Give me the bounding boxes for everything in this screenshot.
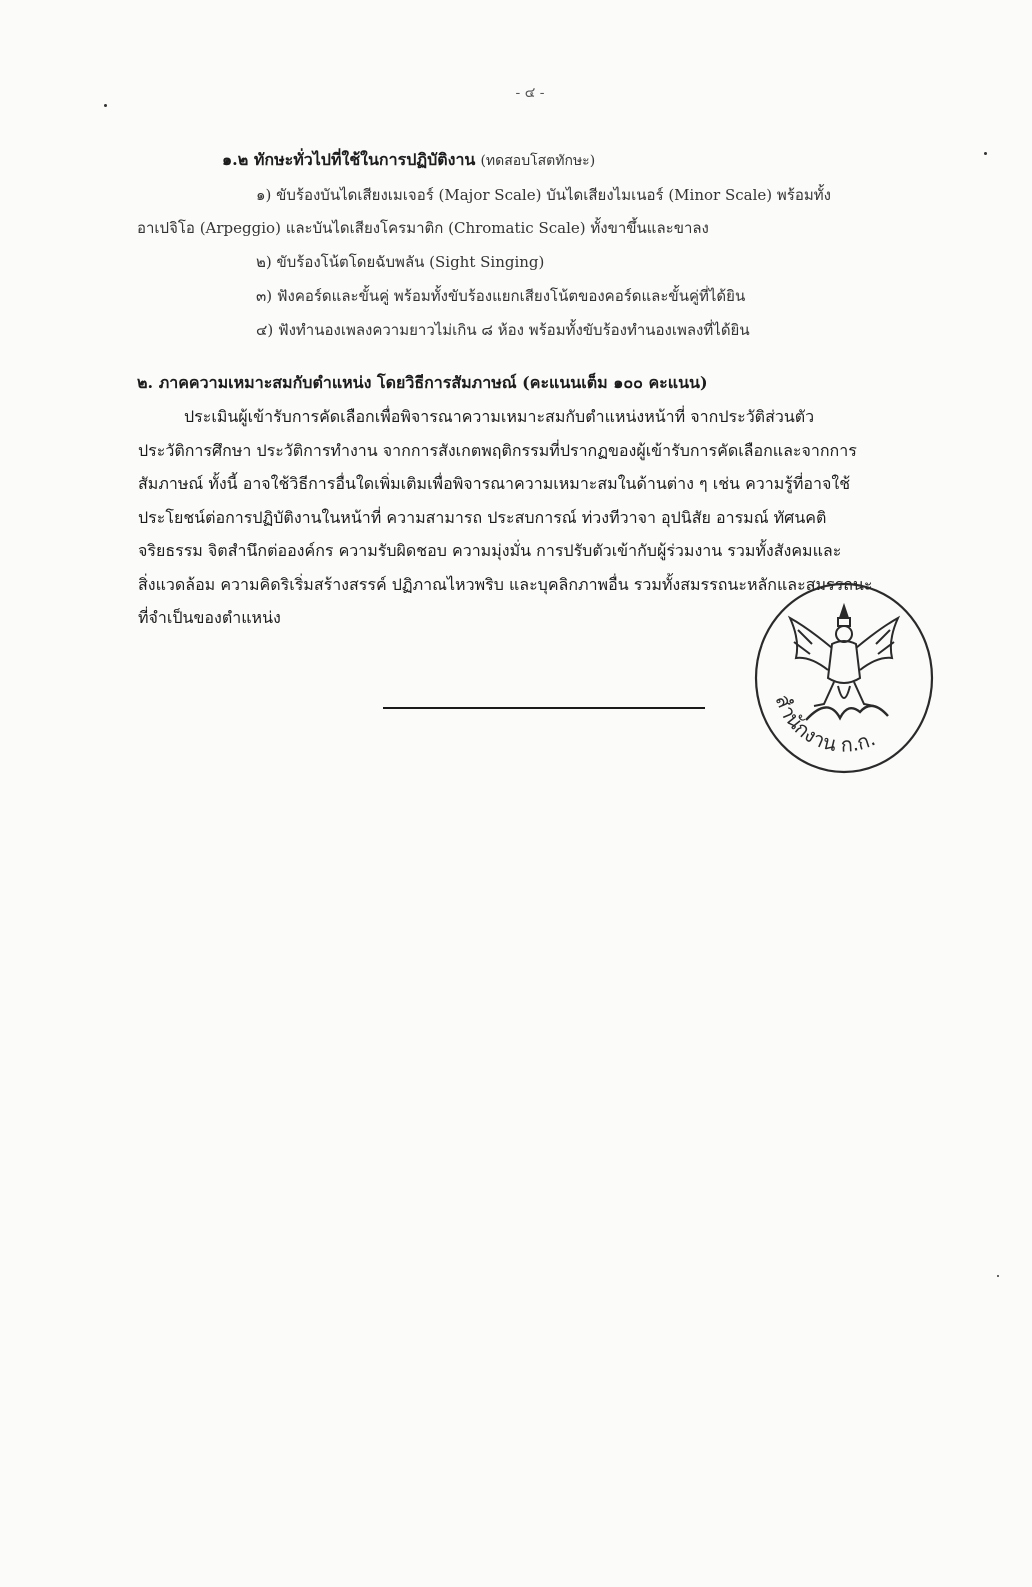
section-1-2-heading-note: (ทดสอบโสตทักษะ) [480, 153, 596, 169]
paragraph-line: สัมภาษณ์ ทั้งนี้ อาจใช้วิธีการอื่นใดเพิ่มเติมเพื่อพิจารณาความเหมาะสมในด้านต่าง ๆ เช่น ความรู้ที่อาจใช้ [138, 474, 851, 493]
paragraph-line: ที่จำเป็นของตำแหน่ง [138, 608, 281, 627]
section-1-2-item-2: ๒) ขับร้องโน้ตโดยฉับพลัน (Sight Singing) [256, 253, 545, 271]
section-1-2-item-3: ๓) ฟังคอร์ดและขั้นคู่ พร้อมทั้งขับร้องแยกเสียงโน้ตของคอร์ดและขั้นคู่ที่ได้ยิน [256, 287, 746, 305]
section-2-heading: ๒. ภาคความเหมาะสมกับตำแหน่ง โดยวิธีการสัมภาษณ์ (คะแนนเต็ม ๑๐๐ คะแนน) [137, 373, 708, 392]
garuda-seal-stamp [748, 578, 940, 778]
paragraph-line: ประโยชน์ต่อการปฏิบัติงานในหน้าที่ ความสามารถ ประสบการณ์ ท่วงทีวาจา อุปนิสัย อารมณ์ ทัศนคติ [138, 507, 827, 527]
section-1-2-heading-row [222, 150, 595, 171]
paragraph-line: จริยธรรม จิตสำนึกต่อองค์กร ความรับผิดชอบ ความมุ่งมั่น การปรับตัวเข้ากับผู้ร่วมงาน รวมทั้งสังคมและ [138, 541, 842, 560]
signature-mark [806, 706, 888, 720]
section-1-2-item-1-continued: อาเปจิโอ (Arpeggio) และบันไดเสียงโครมาติก (Chromatic Scale) ทั้งขาขึ้นและขาลง [137, 219, 709, 237]
scan-speck [104, 104, 107, 107]
section-1-2-item-4: ๔) ฟังทำนองเพลงความยาวไม่เกิน ๘ ห้อง พร้อมทั้งขับร้องทำนองเพลงที่ได้ยิน [256, 321, 750, 339]
scan-speck [997, 1275, 999, 1277]
garuda-icon [790, 606, 898, 706]
paragraph-line: ประเมินผู้เข้ารับการคัดเลือกเพื่อพิจารณาความเหมาะสมกับตำแหน่งหน้าที่ จากประวัติส่วนตัว [184, 407, 815, 426]
scan-speck [984, 152, 987, 155]
closing-rule [383, 707, 705, 709]
page-number: - ๔ - [515, 85, 545, 101]
seal-text: สำนักงาน ก.ก. [770, 690, 879, 757]
section-1-2-item-1: ๑) ขับร้องบันไดเสียงเมเจอร์ (Major Scale) บันไดเสียงไมเนอร์ (Minor Scale) พร้อมทั้ง [256, 186, 831, 204]
paragraph-line: สิ่งแวดล้อม ความคิดริเริ่มสร้างสรรค์ ปฏิภาณไหวพริบ และบุคลิกภาพอื่น รวมทั้งสมรรถนะหลักและสมรรถนะ [138, 574, 873, 594]
section-1-2-heading: ๑.๒ ทักษะทั่วไปที่ใช้ในการปฏิบัติงาน [222, 150, 476, 169]
paragraph-line: ประวัติการศึกษา ประวัติการทำงาน จากการสังเกตพฤติกรรมที่ปรากฏของผู้เข้ารับการคัดเลือกและจากการ [138, 440, 857, 460]
